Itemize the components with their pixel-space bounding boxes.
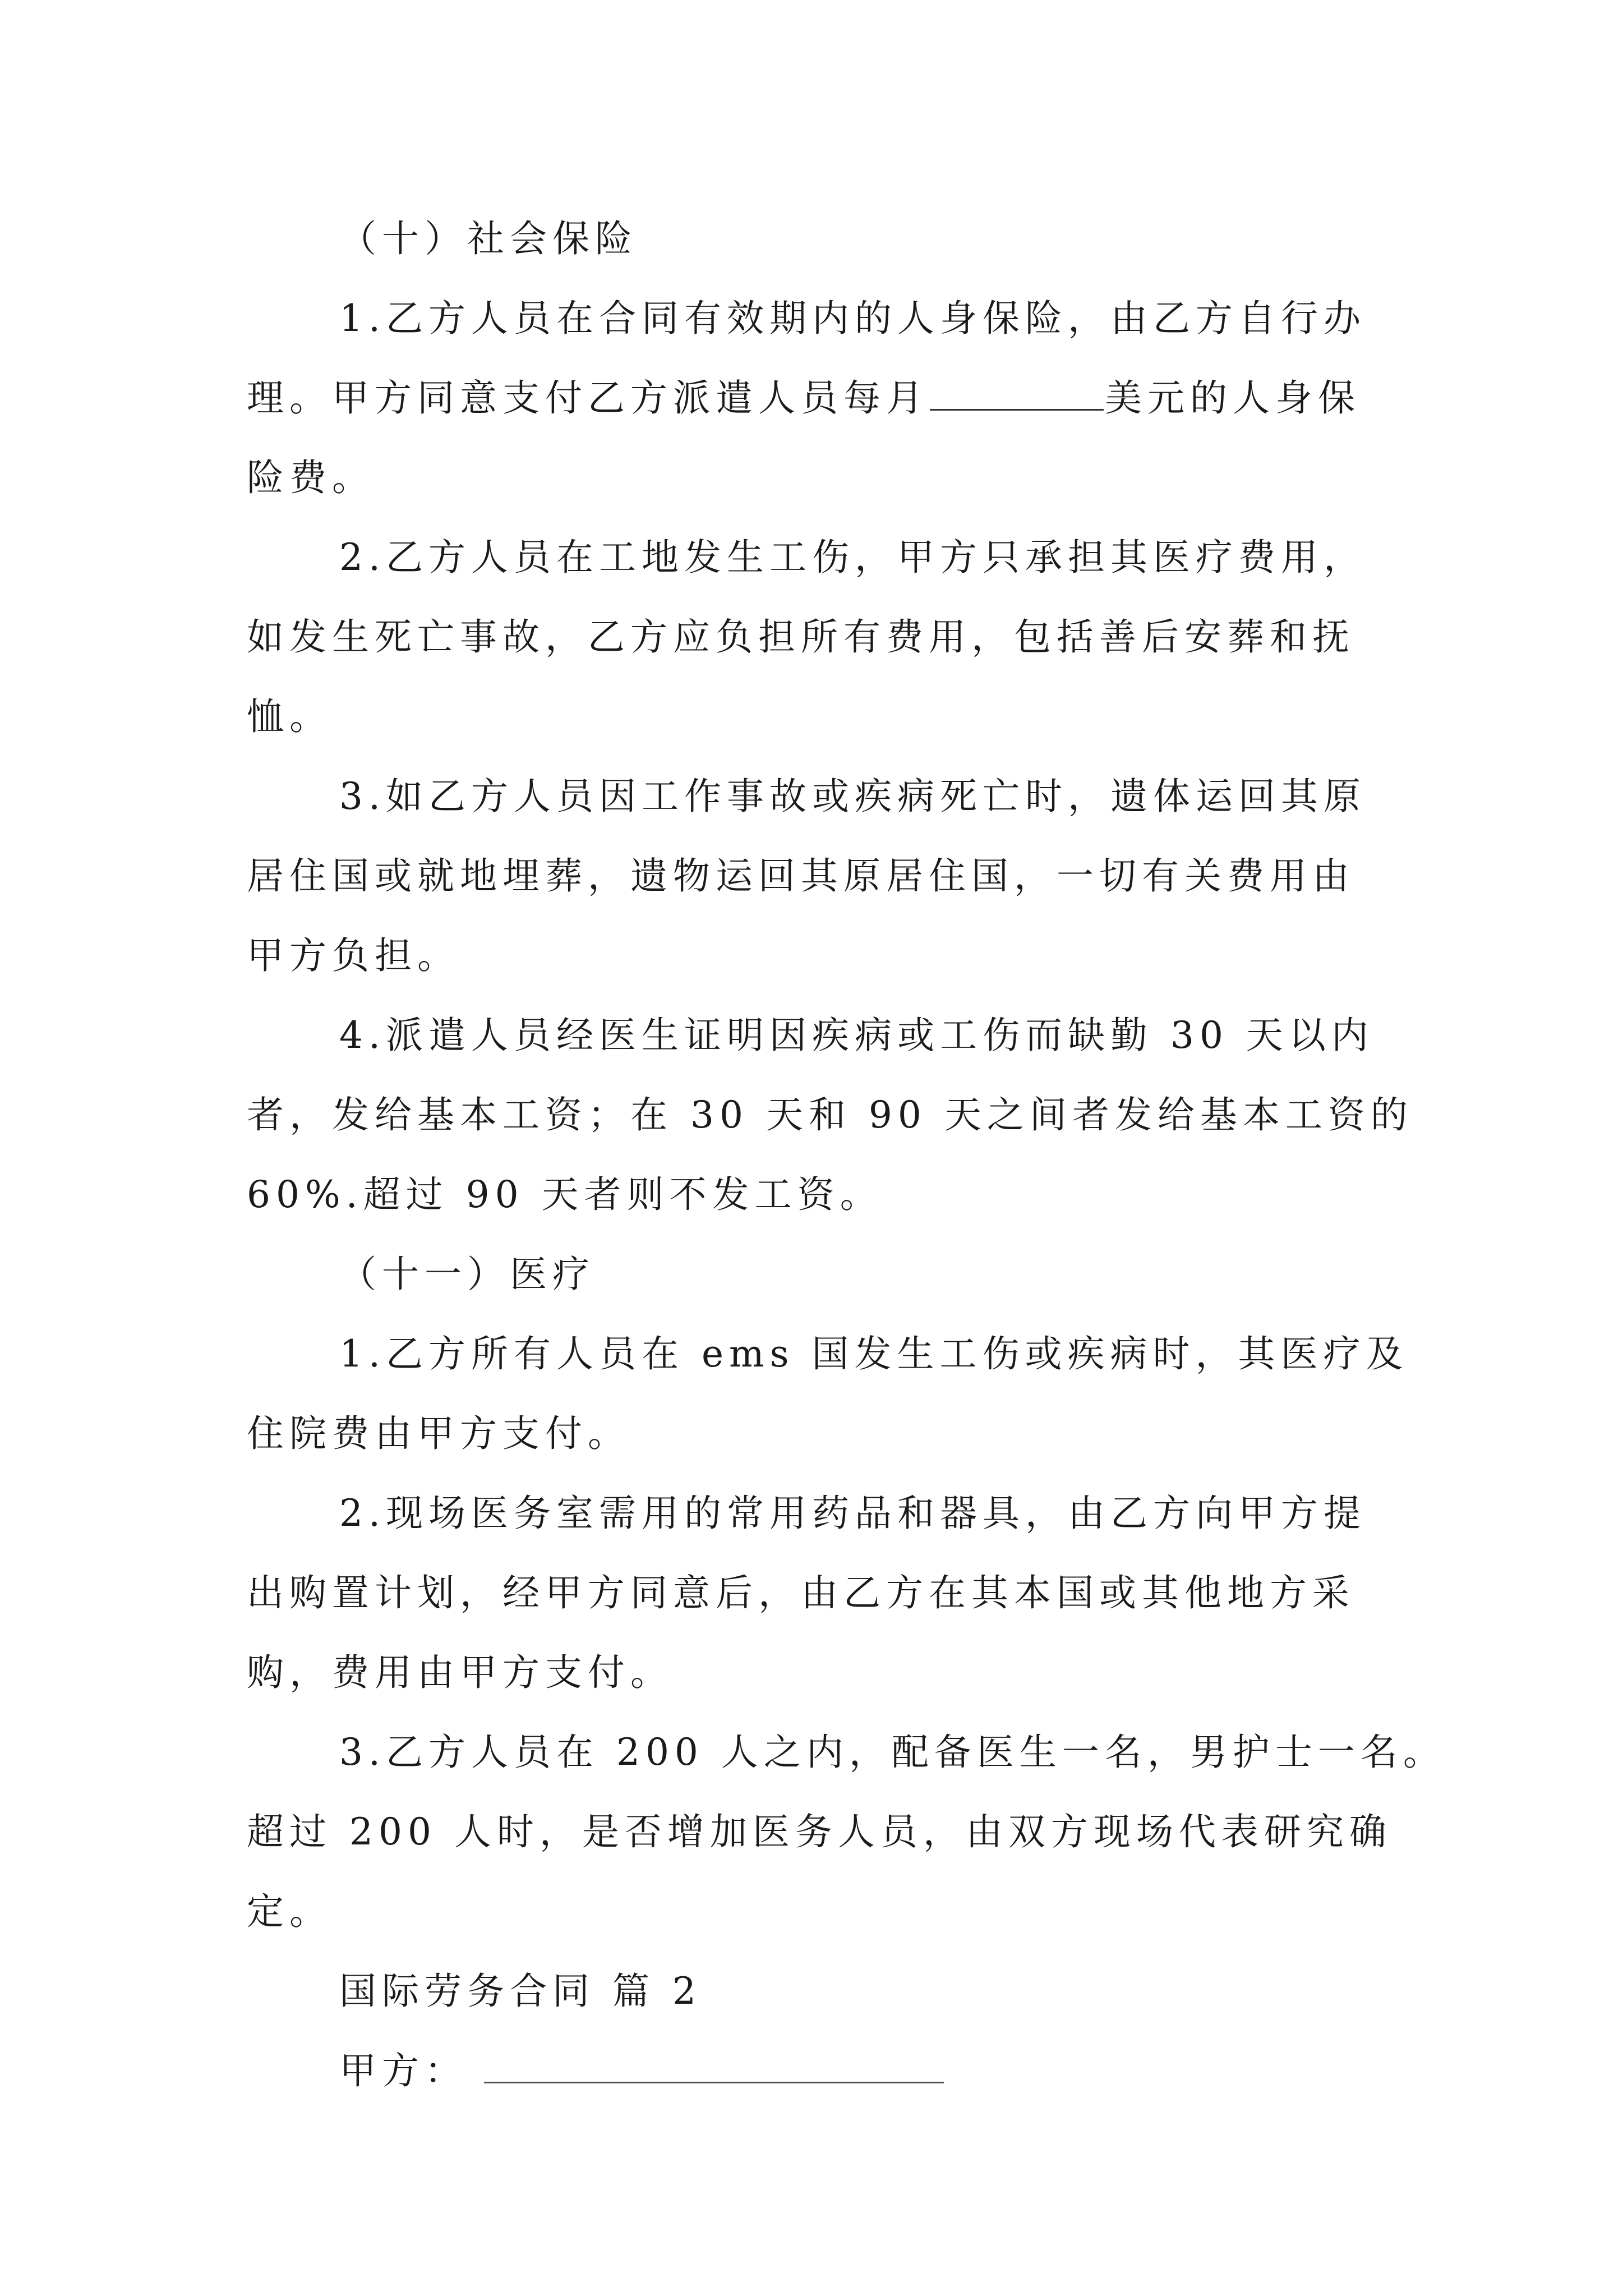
paragraph-line: 2.现场医务室需用的常用药品和器具，由乙方向甲方提 bbox=[339, 1492, 1366, 1535]
document-title-part-2: 国际劳务合同 篇 2 bbox=[339, 1970, 702, 2013]
paragraph-line: 者，发给基本工资；在 30 天和 90 天之间者发给基本工资的 bbox=[247, 1093, 1413, 1137]
paragraph-line: 居住国或就地埋葬，遗物运回其原居住国，一切有关费用由 bbox=[247, 854, 1355, 898]
paragraph-line: 如发生死亡事故，乙方应负担所有费用，包括善后安葬和抚 bbox=[247, 615, 1355, 659]
section-heading-medical: （十一）医疗 bbox=[339, 1253, 595, 1296]
paragraph-line: 险费。 bbox=[247, 456, 375, 499]
paragraph-line: 超过 200 人时，是否增加医务人员，由双方现场代表研究确 bbox=[247, 1810, 1392, 1853]
paragraph-line: 3.如乙方人员因工作事故或疾病死亡时，遗体运回其原 bbox=[339, 775, 1366, 818]
paragraph-line: 定。 bbox=[247, 1890, 332, 1933]
paragraph-text: 美元的人身保 bbox=[1105, 376, 1361, 420]
paragraph-line: 1.乙方所有人员在 ems 国发生工伤或疾病时，其医疗及 bbox=[339, 1332, 1409, 1375]
paragraph-line: 出购置计划，经甲方同意后，由乙方在其本国或其他地方采 bbox=[247, 1571, 1355, 1614]
amount-blank-field bbox=[930, 375, 1104, 411]
paragraph-line: 2.乙方人员在工地发生工伤，甲方只承担其医疗费用， bbox=[339, 536, 1366, 579]
party-a-line bbox=[247, 2031, 1385, 2111]
paragraph-line: 购，费用由甲方支付。 bbox=[247, 1651, 673, 1694]
paragraph-line: 3.乙方人员在 200 人之内，配备医生一名，男护士一名。 bbox=[339, 1731, 1446, 1774]
paragraph-line: 60%.超过 90 天者则不发工资。 bbox=[247, 1173, 883, 1216]
paragraph-line: 4.派遣人员经医生证明因疾病或工伤而缺勤 30 天以内 bbox=[339, 1014, 1374, 1057]
paragraph-text: 理。甲方同意支付乙方派遣人员每月 bbox=[247, 376, 929, 420]
paragraph-line: 恤。 bbox=[247, 695, 332, 738]
paragraph-line: 甲方负担。 bbox=[247, 934, 460, 977]
paragraph-line: 住院费由甲方支付。 bbox=[247, 1412, 630, 1455]
document-page bbox=[247, 199, 1446, 2111]
paragraph-line-with-blank bbox=[247, 358, 1385, 438]
party-a-label: 甲方： bbox=[339, 2049, 467, 2092]
section-heading-social-insurance: （十）社会保险 bbox=[339, 217, 638, 260]
party-a-blank-field bbox=[484, 2048, 944, 2083]
paragraph-line: 1.乙方人员在合同有效期内的人身保险，由乙方自行办 bbox=[339, 297, 1366, 340]
